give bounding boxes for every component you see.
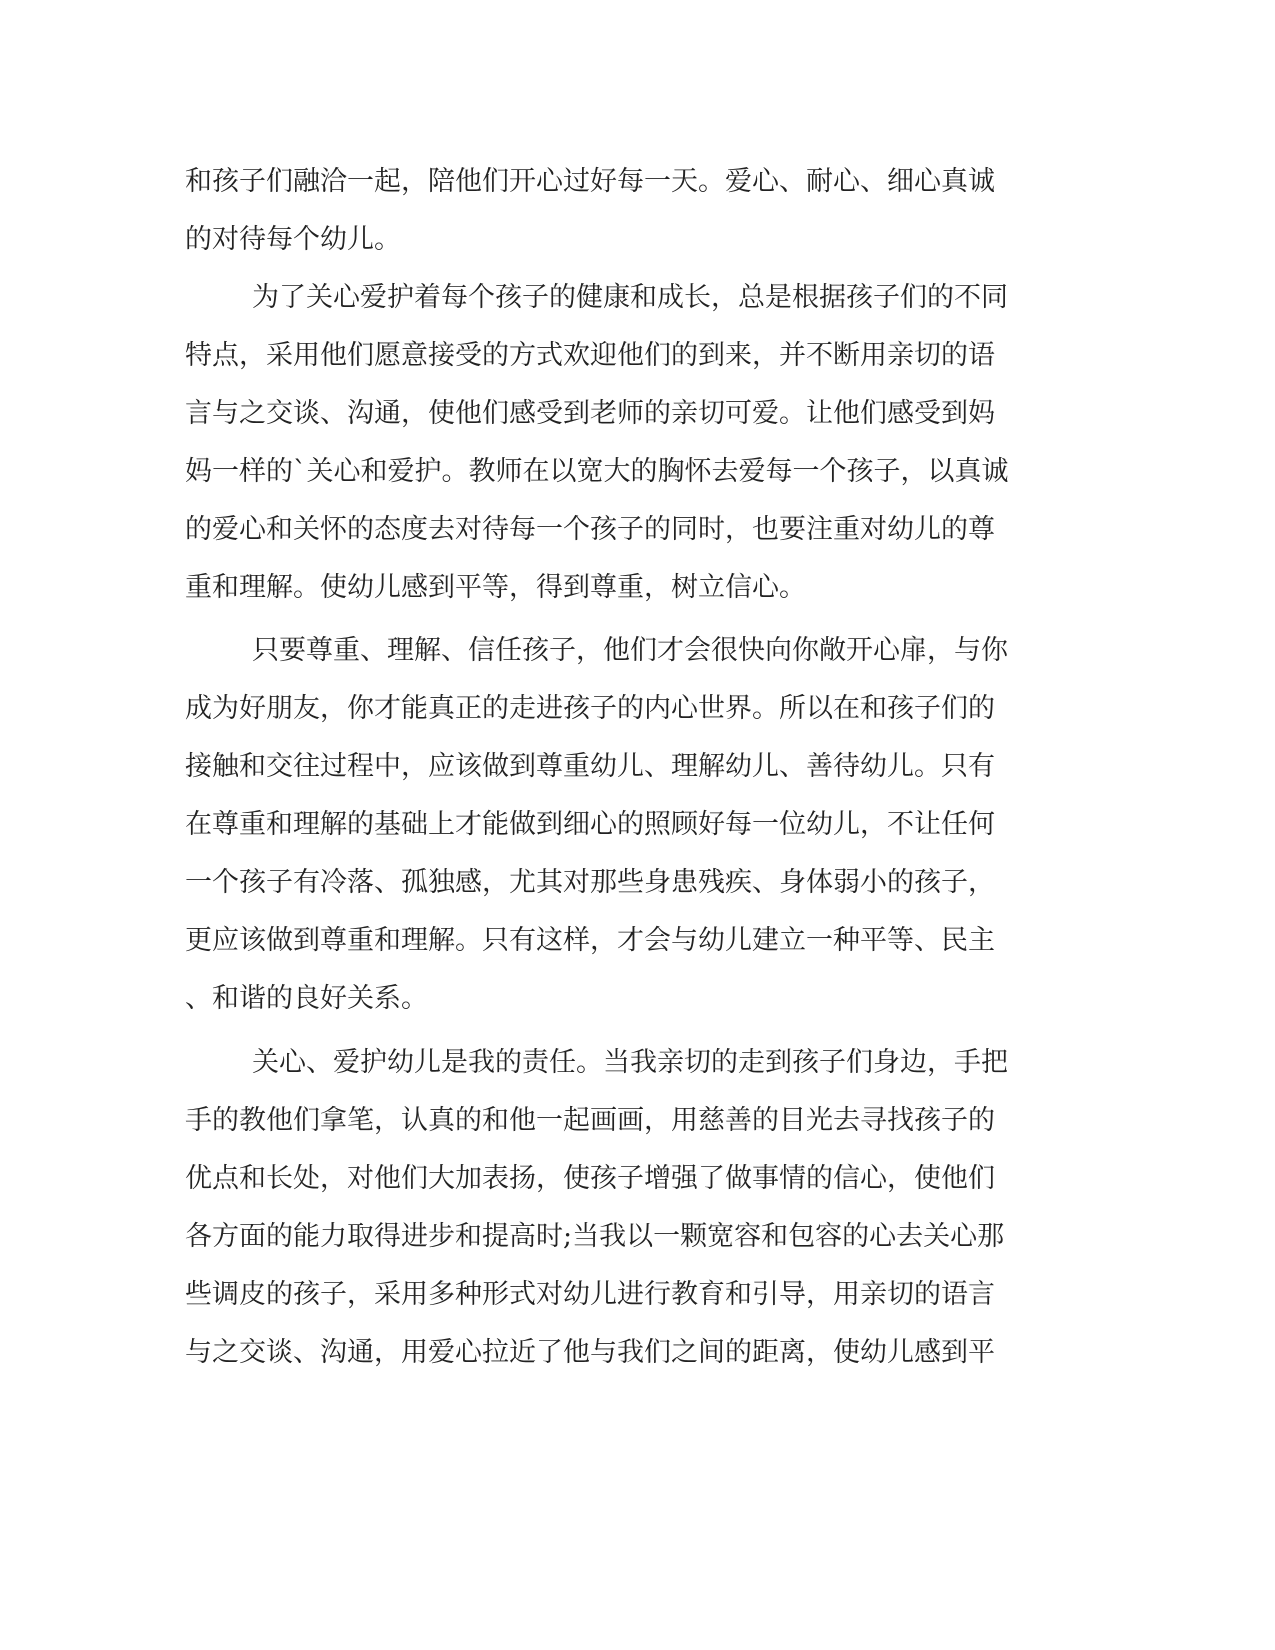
text-line: 手的教他们拿笔，认真的和他一起画画，用慈善的目光去寻找孩子的 — [185, 1105, 995, 1136]
text-line: 和孩子们融洽一起，陪他们开心过好每一天。爱心、耐心、细心真诚 — [185, 166, 995, 197]
paragraph-first-line: 只要尊重、理解、信任孩子，他们才会很快向你敞开心扉，与你 — [252, 635, 1008, 666]
text-line: 成为好朋友，你才能真正的走进孩子的内心世界。所以在和孩子们的 — [185, 693, 995, 724]
text-line: 特点，采用他们愿意接受的方式欢迎他们的到来，并不断用亲切的语 — [185, 340, 995, 371]
text-line: 优点和长处，对他们大加表扬，使孩子增强了做事情的信心，使他们 — [185, 1163, 995, 1194]
paragraph-first-line: 为了关心爱护着每个孩子的健康和成长，总是根据孩子们的不同 — [252, 282, 1008, 313]
text-line: 言与之交谈、沟通，使他们感受到老师的亲切可爱。让他们感受到妈 — [185, 398, 995, 429]
text-line: 妈一样的`关心和爱护。教师在以宽大的胸怀去爱每一个孩子，以真诚 — [185, 456, 1009, 487]
text-line: 各方面的能力取得进步和提高时;当我以一颗宽容和包容的心去关心那 — [185, 1221, 1005, 1252]
text-line: 的爱心和关怀的态度去对待每一个孩子的同时，也要注重对幼儿的尊 — [185, 514, 995, 545]
text-line: 重和理解。使幼儿感到平等，得到尊重，树立信心。 — [185, 572, 806, 603]
text-line: 、和谐的良好关系。 — [185, 983, 428, 1014]
text-line: 在尊重和理解的基础上才能做到细心的照顾好每一位幼儿，不让任何 — [185, 809, 995, 840]
text-line: 更应该做到尊重和理解。只有这样，才会与幼儿建立一种平等、民主 — [185, 925, 995, 956]
text-line: 接触和交往过程中，应该做到尊重幼儿、理解幼儿、善待幼儿。只有 — [185, 751, 995, 782]
text-line: 的对待每个幼儿。 — [185, 224, 401, 255]
text-line: 一个孩子有冷落、孤独感，尤其对那些身患残疾、身体弱小的孩子， — [185, 867, 995, 898]
text-line: 与之交谈、沟通，用爱心拉近了他与我们之间的距离，使幼儿感到平 — [185, 1337, 995, 1368]
text-line: 些调皮的孩子，采用多种形式对幼儿进行教育和引导，用亲切的语言 — [185, 1279, 995, 1310]
paragraph-first-line: 关心、爱护幼儿是我的责任。当我亲切的走到孩子们身边，手把 — [252, 1047, 1008, 1078]
